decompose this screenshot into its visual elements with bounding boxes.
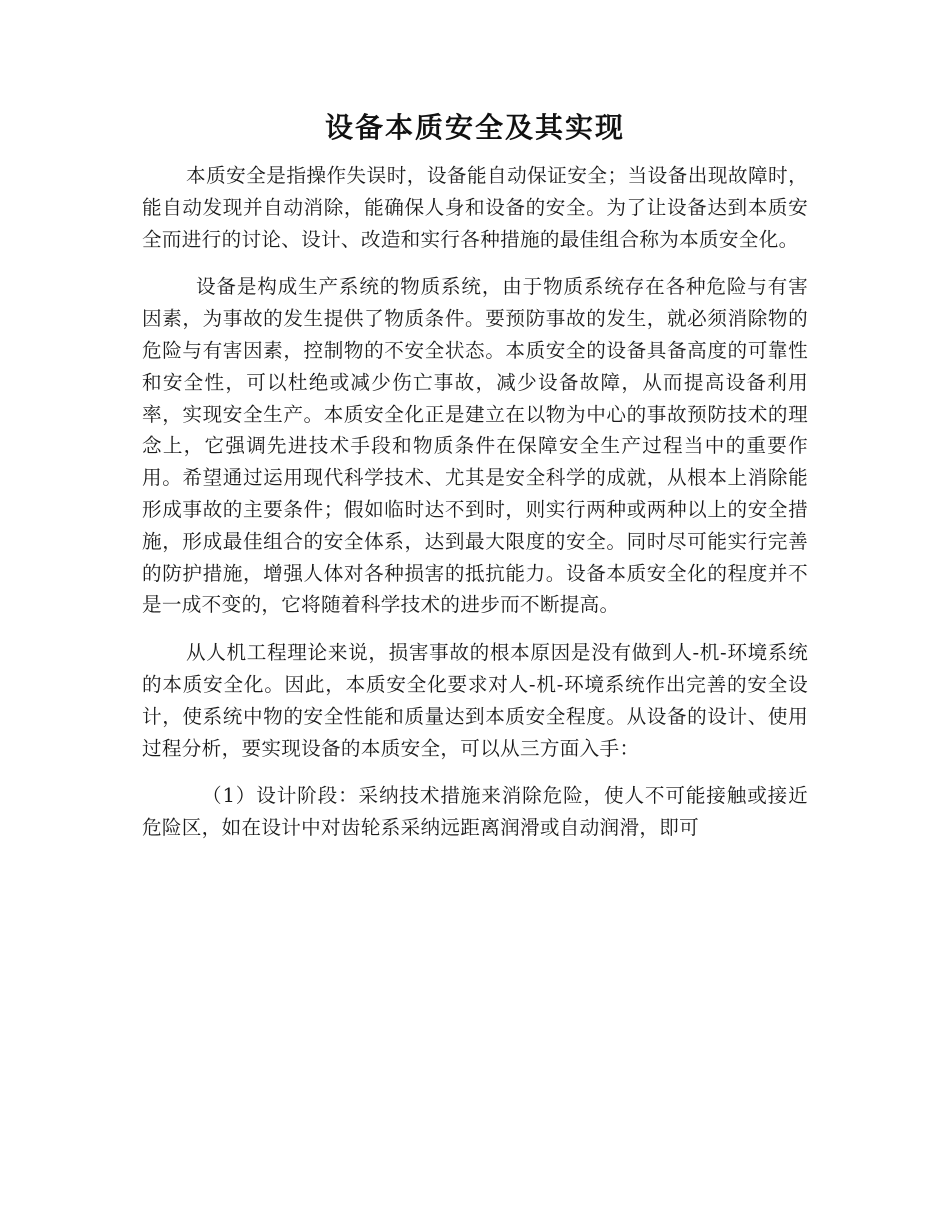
paragraph-equipment-system: 设备是构成生产系统的物质系统，由于物质系统存在各种危险与有害因素，为事故的发生提供了物质条件。要预防事故的发生，就必须消除物的危险与有害因素，控制物的不安全状态。本质安全的设备具备高度的可靠性和安全性，可以杜绝或减少伤亡事故，减少设备故障，从而提高设备利用率，实现安全生产。本质安全化正是建立在以物为中心的事故预防技术的理念上，它强调先进技术手段和物质条件在保障安全生产过程当中的重要作用。希望通过运用现代科学技术、尤其是安全科学的成就，从根本上消除能形成事故的主要条件；假如临时达不到时，则实行两种或两种以上的安全措施，形成最佳组合的安全体系，达到最大限度的安全。同时尽可能实行完善的防护措施，增强人体对各种损害的抵抗能力。设备本质安全化的程度并不是一成不变的，它将随着科学技术的进步而不断提高。 (142, 275, 808, 617)
paragraph-definition: 本质安全是指操作失误时，设备能自动保证安全；当设备出现故障时，能自动发现并自动消除，能确保人身和设备的安全。为了让设备达到本质安全而进行的讨论、设计、改造和实行各种措施的最佳组合称为本质安全化。 (142, 164, 808, 251)
paragraph-ergonomics: 从人机工程理论来说，损害事故的根本原因是没有做到人-机-环境系统的本质安全化。因此，本质安全化要求对人-机-环境系统作出完善的安全设计，使系统中物的安全性能和质量达到本质安全程度。从设备的设计、使用过程分析，要实现设备的本质安全，可以从三方面入手： (142, 641, 808, 760)
paragraph-design-stage: （1）设计阶段：采纳技术措施来消除危险，使人不可能接触或接近危险区，如在设计中对齿轮系采纳远距离润滑或自动润滑，即可 (142, 784, 808, 840)
document-page (142, 108, 808, 860)
document-title: 设备本质安全及其实现 (324, 111, 625, 144)
